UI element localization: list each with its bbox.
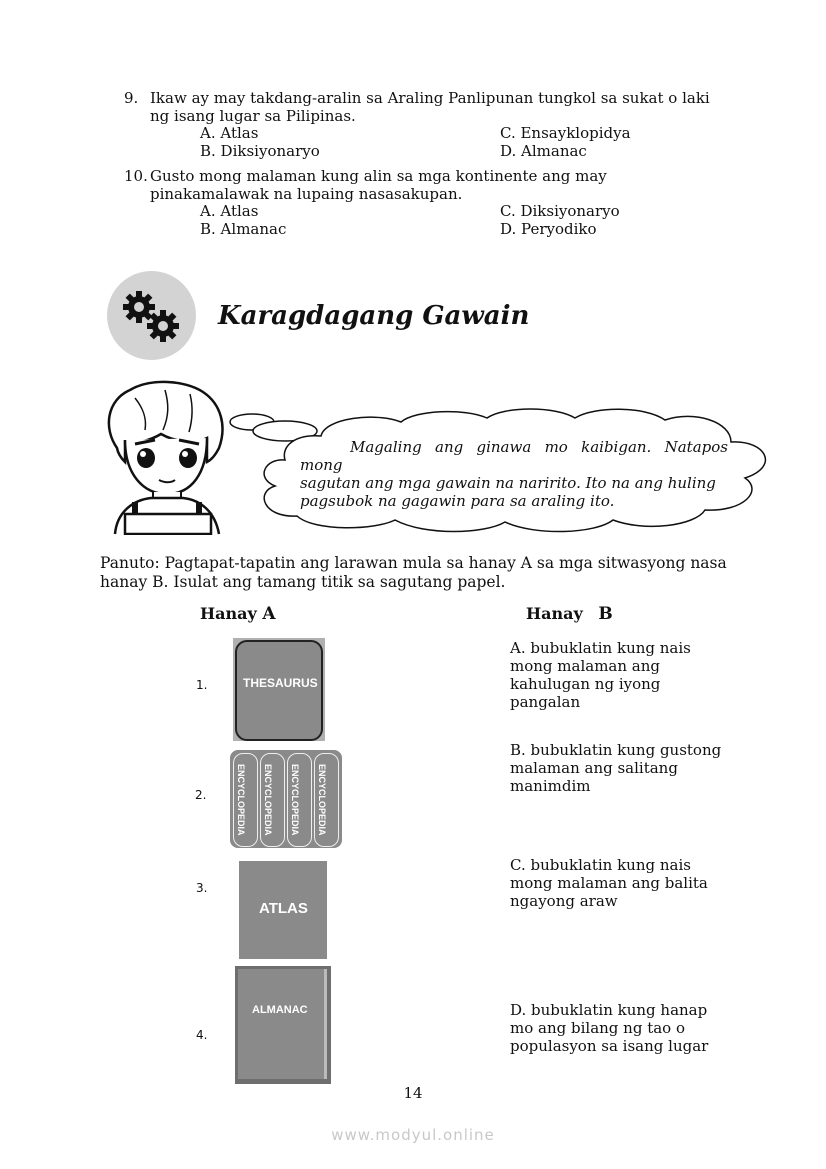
section-title: Karagdagang Gawain [218,301,530,331]
atlas-label: ATLAS [259,900,308,917]
encyclopedia-volume-2 [260,753,285,847]
column-b-heading-word: Hanay [526,604,583,623]
column-b-heading [526,604,613,624]
item-b-line-2: malaman ang salitang [510,759,678,777]
encyclopedia-label-1: ENCYCLOPEDIA [236,764,246,836]
item-a-line-4: pangalan [510,693,581,711]
instructions-line1: Panuto: Pagtapat-tapatin ang larawan mula sa hanay A sa mga sitwasyong nasa [100,554,727,572]
column-b-heading-letter: B [598,604,613,624]
column-b-item-d [510,1001,708,1055]
almanac-book [235,966,331,1084]
speech-line-1: Magaling ang ginawa mo kaibigan. Natapos mong [300,438,728,474]
column-a-heading-word: Hanay [200,604,257,623]
encyclopedia-volume-4 [314,753,339,847]
item-d-line-1: D. bubuklatin kung hanap [510,1001,708,1019]
question-9-text-line1: Ikaw ay may takdang-aralin sa Araling Panlipunan tungkol sa sukat o laki [150,89,710,107]
item-c-line-3: ngayong araw [510,892,618,910]
question-10-text-line2: pinakamalawak na lupaing nasasakupan. [150,185,463,203]
item-b-line-1: B. bubuklatin kung gustong [510,741,722,759]
instructions-line2: hanay B. Isulat ang tamang titik sa sagutang papel. [100,573,506,591]
item-b-line-3: manimdim [510,777,591,795]
item-c-line-2: mong malaman ang balita [510,874,708,892]
question-9-choice-d: D. Almanac [500,142,587,160]
thesaurus-label: THESAURUS [243,676,318,690]
item-d-line-3: populasyon sa isang lugar [510,1037,709,1055]
speech-line-2: sagutan ang mga gawain na naririto. Ito na ang huling [300,474,716,492]
column-b-item-c [510,856,708,910]
item-1-number: 1. [196,678,208,692]
column-a-heading [200,604,276,624]
question-10-choice-a: A. Atlas [200,202,259,220]
item-4-number: 4. [196,1028,208,1042]
item-a-line-1: A. bubuklatin kung nais [510,639,691,657]
speech-line-3: pagsubok na gagawin para sa araling ito. [300,492,615,510]
encyclopedia-label-4: ENCYCLOPEDIA [317,764,327,836]
speech-text [300,438,728,510]
column-b-item-a [510,639,691,711]
page-number: 14 [403,1084,423,1102]
question-9-choice-a: A. Atlas [200,124,259,142]
thesaurus-book [233,638,325,741]
student-cartoon-icon [95,378,240,535]
item-c-line-1: C. bubuklatin kung nais [510,856,691,874]
watermark-footer: www.modyul.online [331,1126,495,1144]
question-10-choice-b: B. Almanac [200,220,287,238]
question-9-number: 9. [124,89,139,107]
item-a-line-2: mong malaman ang [510,657,660,675]
encyclopedia-label-3: ENCYCLOPEDIA [290,764,300,836]
atlas-book [239,861,327,959]
question-10-choice-c: C. Diksiyonaryo [500,202,620,220]
question-9-text-line2: ng isang lugar sa Pilipinas. [150,107,356,125]
encyclopedia-volume-3 [287,753,312,847]
encyclopedia-label-2: ENCYCLOPEDIA [263,764,273,836]
item-3-number: 3. [196,881,208,895]
item-a-line-3: kahulugan ng iyong [510,675,661,693]
question-10-choice-d: D. Peryodiko [500,220,597,238]
column-a-heading-letter: A [262,604,276,624]
item-d-line-2: mo ang bilang ng tao o [510,1019,685,1037]
question-10-text-line1: Gusto mong malaman kung alin sa mga kontinente ang may [150,167,607,185]
question-9-choice-c: C. Ensayklopidya [500,124,631,142]
almanac-cover [238,969,327,1079]
encyclopedia-volume-1 [233,753,258,847]
almanac-label: ALMANAC [252,1004,308,1016]
column-b-item-b [510,741,721,795]
section-icon-circle [107,271,196,360]
item-2-number: 2. [195,788,207,802]
thesaurus-cover [235,640,323,741]
encyclopedia-books [230,750,342,848]
question-9-choice-b: B. Diksiyonaryo [200,142,320,160]
question-10-number: 10. [124,167,148,185]
gears-icon [107,271,196,360]
